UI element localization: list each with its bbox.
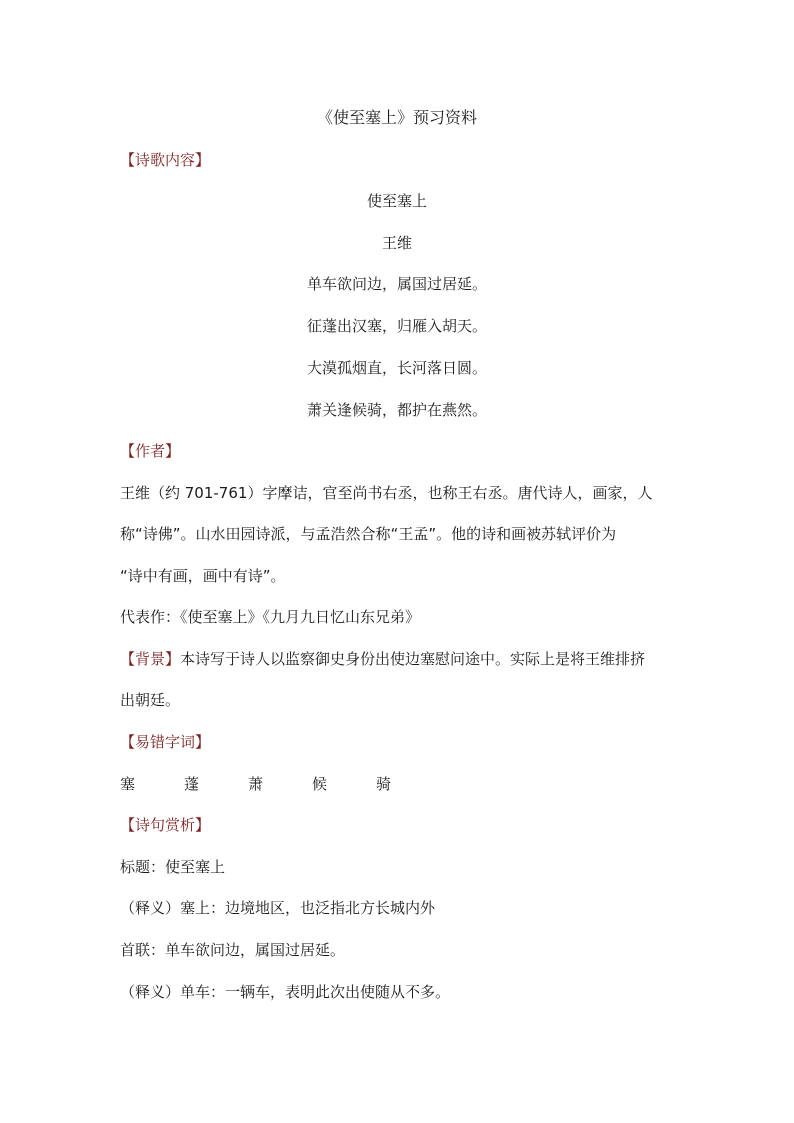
- representative-works: 代表作：《使至塞上》《九月九日忆山东兄弟》: [120, 608, 421, 626]
- error-word: 蓬: [184, 775, 200, 793]
- poem-title: 使至塞上: [366, 192, 427, 210]
- poem-section-heading: 【诗歌内容】: [120, 151, 211, 169]
- error-word: 骑: [376, 775, 392, 793]
- error-word: 候: [312, 775, 328, 793]
- analysis-line: （释义）塞上：边境地区，也泛指北方长城内外: [120, 899, 436, 917]
- author-paragraph-line: “诗中有画，画中有诗”。: [120, 567, 286, 585]
- analysis-line: （释义）单车：一辆车，表明此次出使随从不多。: [120, 983, 451, 1001]
- analysis-section-heading: 【诗句赏析】: [120, 816, 211, 834]
- author-paragraph-line: 王维（约 701-761）字摩诘，官至尚书右丞，也称王右丞。唐代诗人，画家，人: [120, 484, 653, 502]
- analysis-line: 首联：单车欲问边，属国过居延。: [120, 941, 346, 959]
- document-title: 《使至塞上》预习资料: [316, 108, 477, 127]
- poem-line: 单车欲问边，属国过居延。: [306, 275, 487, 293]
- poem-line: 征蓬出汉塞，归雁入胡天。: [306, 317, 487, 335]
- author-paragraph-line: 称“诗佛”。山水田园诗派，与孟浩然合称“王孟”。他的诗和画被苏轼评价为: [120, 525, 617, 543]
- error-word: 塞: [120, 775, 136, 793]
- poem-line: 大漠孤烟直，长河落日圆。: [306, 359, 487, 377]
- author-section-heading: 【作者】: [120, 442, 181, 460]
- poem-author: 王维: [381, 234, 412, 252]
- background-text: 本诗写于诗人以监察御史身份出使边塞慰问途中。实际上是将王维排挤: [180, 650, 646, 668]
- background-paragraph-continued: 出朝廷。: [120, 691, 181, 709]
- error-words-section-heading: 【易错字词】: [120, 733, 211, 751]
- analysis-line: 标题：使至塞上: [120, 858, 226, 876]
- error-word: 萧: [248, 775, 264, 793]
- background-label: 【背景】: [120, 650, 181, 668]
- background-paragraph: [120, 649, 645, 669]
- poem-line: 萧关逢候骑，都护在燕然。: [306, 401, 487, 419]
